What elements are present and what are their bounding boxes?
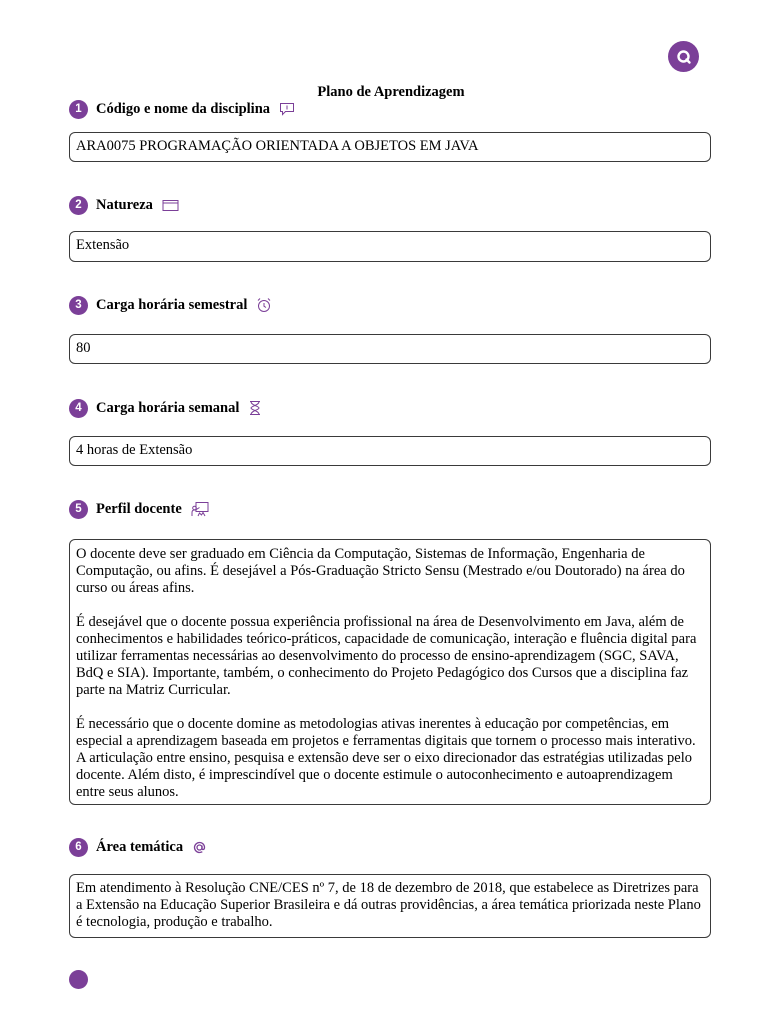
alarm-clock-icon xyxy=(256,297,272,313)
section-2-header xyxy=(69,195,179,215)
discipline-code-field xyxy=(69,132,711,162)
hourglass-icon xyxy=(248,400,262,416)
teacher-profile-field xyxy=(69,539,711,805)
section-paragraph: O docente deve ser graduado em Ciência da Computação, Sistemas de Informação, Engenharia de Computação, ou afins. É desejável a Pós-Graduação Stricto Sensu (Mestrado e/ou Doutorado) na área do curso ou áreas afins. xyxy=(76,546,685,596)
section-number-badge: 5 xyxy=(69,500,88,519)
section-paragraph: É desejável que o docente possua experiência profissional na área de Desenvolvimento em Java, além de conhecimentos e habilidades teórico-práticos, capacidade de comunicação, interação e fluência digital para utilizar ferramentas necessárias ao desenvolvimento do processo de ensino-aprendizagem (SGC, SAVA, BdQ e SIA). Importante, também, o conhecimento do Projeto Pedagógico dos Cursos que a disciplina faz parte na Matriz Curricular. xyxy=(76,614,697,698)
nature-field xyxy=(69,231,711,262)
section-number-badge: 4 xyxy=(69,399,88,418)
section-content: Em atendimento à Resolução CNE/CES nº 7, de 18 de dezembro de 2018, que estabelece as Diretrizes para a Extensão na Educação Superior Brasileira e dá outras providências, a área temática priorizada neste Plano é tecnologia, produção e trabalho. xyxy=(76,880,701,930)
section-3-header xyxy=(69,295,272,315)
section-label: Área temática xyxy=(96,838,184,855)
brand-logo-icon xyxy=(668,41,699,72)
logo-mark-icon xyxy=(676,49,692,65)
teacher-board-icon xyxy=(191,501,209,517)
section-number-badge: 3 xyxy=(69,296,88,315)
section-number-badge: 6 xyxy=(69,838,88,857)
section-6-header xyxy=(69,837,207,857)
section-paragraph: É necessário que o docente domine as metodologias ativas inerentes à educação por competências, em especial a aprendizagem baseada em projetos e ferramentas digitais que tornem o processo mais interativo. A articulação entre ensino, pesquisa e extensão deve ser o eixo direcionador das estratégias utilizadas pelo docente. Além disto, é imprescindível que o docente estimule o autoconhecimento e autoaprendizagem entre seus alunos. xyxy=(76,716,696,800)
section-number-badge: 2 xyxy=(69,196,88,215)
section-5-header xyxy=(69,499,209,519)
section-label: Carga horária semestral xyxy=(96,296,248,313)
at-sign-icon xyxy=(192,840,207,855)
speech-bubble-icon xyxy=(279,102,295,116)
section-content: Extensão xyxy=(76,237,130,253)
section-7-badge-partial xyxy=(69,970,88,989)
section-label: Código e nome da disciplina xyxy=(96,100,271,117)
section-4-header xyxy=(69,398,262,418)
document-title: Plano de Aprendizagem xyxy=(317,84,465,100)
section-1-header xyxy=(69,99,295,119)
section-label: Carga horária semanal xyxy=(96,399,240,416)
section-label: Natureza xyxy=(96,196,153,213)
section-content: 4 horas de Extensão xyxy=(76,442,193,458)
section-content: ARA0075 PROGRAMAÇÃO ORIENTADA A OBJETOS EM JAVA xyxy=(76,138,479,154)
window-icon xyxy=(162,199,179,212)
weekly-hours-field xyxy=(69,436,711,466)
thematic-area-field xyxy=(69,874,711,938)
section-label: Perfil docente xyxy=(96,500,182,517)
semester-hours-field xyxy=(69,334,711,364)
section-number-badge: 1 xyxy=(69,100,88,119)
section-content: 80 xyxy=(76,340,91,356)
